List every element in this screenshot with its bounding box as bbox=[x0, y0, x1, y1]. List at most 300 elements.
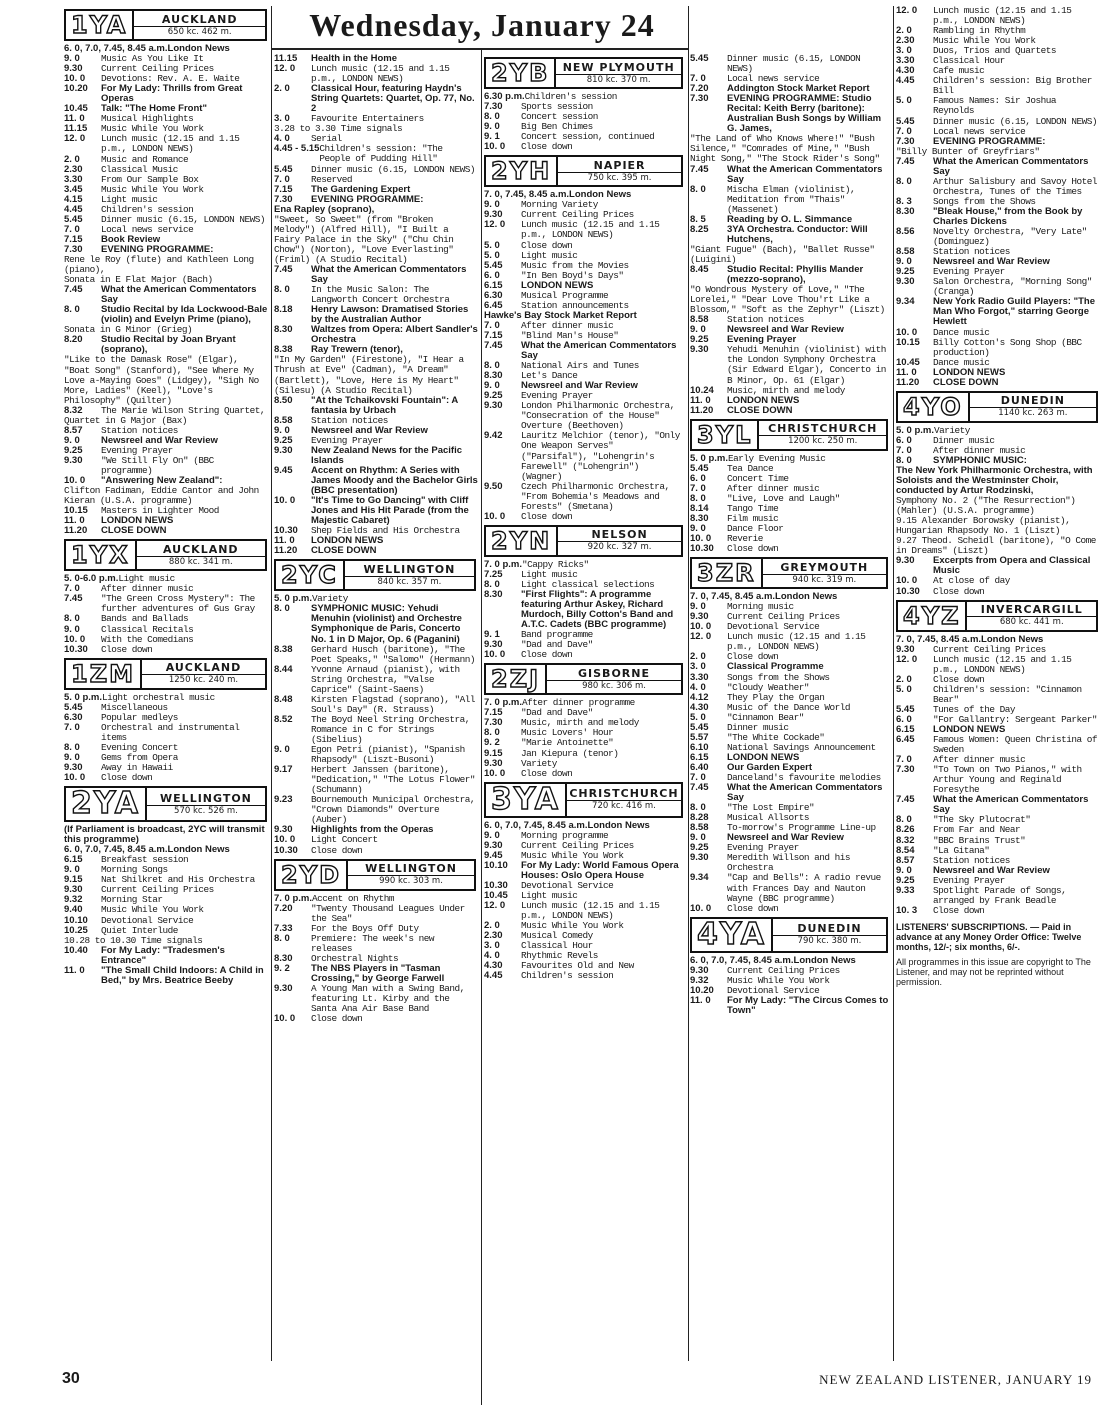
programme-item bbox=[896, 556, 1100, 576]
programme-time: 7.30 bbox=[274, 193, 293, 205]
programme-time: 7.15 bbox=[64, 233, 83, 245]
station-frequency: 680 kc. 441 m. bbox=[999, 617, 1064, 628]
programme-title: Close down bbox=[727, 543, 779, 555]
programme-item bbox=[64, 526, 269, 536]
programme-time: 8. 0 bbox=[484, 727, 500, 739]
programme-title: Musical Programme bbox=[521, 289, 609, 301]
programme-time: 9. 0 bbox=[690, 324, 706, 336]
programme-item bbox=[484, 901, 685, 921]
station-city: WELLINGTON bbox=[348, 862, 474, 876]
programme-item bbox=[274, 165, 478, 175]
programme-time: 9.30 bbox=[690, 611, 709, 623]
programme-title: Newsreel and War Review bbox=[933, 256, 1050, 268]
programme-title: Devotional Service bbox=[727, 621, 820, 633]
programme-title: Masters in Lighter Mood bbox=[101, 505, 219, 517]
programme-time: 6.30 bbox=[484, 289, 503, 301]
programme-time: 7. 0 bbox=[896, 444, 912, 456]
programme-time: 12. 0 bbox=[484, 900, 506, 912]
programme-time: 10. 0 bbox=[484, 767, 506, 779]
programme-time: 9. 0 bbox=[274, 424, 290, 436]
station-info bbox=[763, 559, 886, 587]
programme-time: 9. 0 bbox=[896, 864, 912, 876]
programme-time: 5. 0 bbox=[484, 249, 500, 261]
programme-time: 7.30 bbox=[690, 93, 709, 105]
programme-time: 2. 0 bbox=[896, 673, 912, 685]
programme-time: 10.45 bbox=[484, 890, 508, 901]
programme-title: Close down bbox=[933, 673, 985, 685]
station-frequency: 790 kc. 380 m. bbox=[797, 936, 862, 947]
programme-title: Evening Prayer bbox=[521, 390, 593, 402]
programme-title: Music While You Work bbox=[727, 974, 830, 986]
programme-title: SYMPHONIC MUSIC: bbox=[933, 454, 1027, 466]
programme-time: 9.30 bbox=[274, 824, 293, 836]
programme-title: Egon Petri (pianist), "Spanish Rhapsody" (Liszt-Busoni) bbox=[311, 744, 465, 766]
page-number: 30 bbox=[62, 1370, 80, 1387]
programme-item bbox=[896, 76, 1100, 96]
programme-item bbox=[274, 466, 478, 496]
programme-item bbox=[274, 904, 478, 924]
programme-item bbox=[64, 285, 269, 305]
programme-title: Tunes of the Day bbox=[933, 703, 1016, 715]
programme-time: 5. 0 p.m. bbox=[64, 691, 103, 703]
page-title: Wednesday, January 24 bbox=[309, 7, 655, 43]
programme-title: A Young Man with a Swing Band, featuring Lt. Kirby and the Santa Ana Air Base Band bbox=[311, 982, 465, 1015]
programme-time: 9.30 bbox=[64, 762, 83, 773]
programme-time: 8. 5 bbox=[690, 213, 706, 225]
programme-time: 10. 0 bbox=[484, 141, 506, 153]
programme-time: 9.40 bbox=[64, 904, 83, 916]
programme-item bbox=[484, 220, 685, 240]
programme-time: 9.50 bbox=[484, 480, 503, 492]
station-call-sign: 2YC bbox=[276, 561, 345, 589]
programme-time: 8. 3 bbox=[896, 195, 912, 207]
programme-time: 9.33 bbox=[896, 884, 915, 896]
programme-time: 7. 0 bbox=[484, 319, 500, 331]
programme-item bbox=[690, 632, 890, 652]
programme-title: "It's Time to Go Dancing" with Cliff Jones and His Hit Parade (from the Majestic Cabaret) bbox=[311, 495, 469, 527]
programme-note: "Billy Bunter of Greyfriars" bbox=[896, 145, 1040, 157]
programme-title: Accent on Rhythm: A Series with James Moody and the Bachelor Girls (BBC presentation) bbox=[311, 464, 478, 497]
programme-item bbox=[484, 401, 685, 431]
programme-note: Sonata in G Minor (Grieg) bbox=[64, 324, 193, 336]
programme-item bbox=[64, 905, 269, 915]
programme-time: 6. 0 bbox=[484, 269, 500, 281]
programme-item bbox=[690, 783, 890, 803]
programme-title: "Cap and Bells": A radio revue with Frances Day and Nauton Wayne (BBC programme) bbox=[727, 872, 881, 904]
programme-title: Dinner music bbox=[933, 434, 995, 446]
station-info bbox=[970, 393, 1096, 421]
programme-title: Danceland's favourite melodies bbox=[727, 772, 881, 783]
programme-time: 9.45 bbox=[274, 464, 293, 476]
programme-item bbox=[690, 904, 890, 914]
programme-title: Cafe music bbox=[933, 65, 985, 77]
station-city: DUNEDIN bbox=[970, 394, 1096, 408]
programme-title: Classical Hour, featuring Haydn's String Quartets: Quartet, Op. 77, No. 2 bbox=[311, 83, 475, 115]
programme-title: Close down bbox=[521, 649, 573, 661]
programme-time: 10. 0 bbox=[274, 495, 296, 507]
programme-title: Newsreel and War Review bbox=[521, 380, 638, 392]
programme-time: 8.32 bbox=[896, 834, 915, 846]
programme-title: Music While You Work bbox=[101, 904, 204, 916]
programme-time: 6.30 p.m. bbox=[484, 91, 525, 102]
station-call-sign: 2YB bbox=[486, 59, 556, 87]
programme-item bbox=[274, 265, 478, 285]
programme-time: 8. 0 bbox=[484, 578, 500, 590]
programme-time: 10. 0 bbox=[690, 902, 712, 914]
programme-title: Lunch music (12.15 and 1.15 p.m., LONDON NEWS) bbox=[521, 900, 660, 922]
programme-item bbox=[484, 341, 685, 361]
programme-time: 6.40 bbox=[690, 761, 709, 773]
programme-item bbox=[274, 396, 478, 416]
programme-time: 9. 0 bbox=[64, 434, 80, 446]
column-divider bbox=[271, 6, 272, 1361]
programme-time: 3.45 bbox=[64, 183, 83, 195]
programme-note: "Giant Fugue" (Bach), "Ballet Russe" (Luigini) bbox=[690, 243, 875, 265]
station-header-2yd bbox=[274, 859, 476, 891]
programme-time: 8.25 bbox=[690, 223, 709, 235]
programme-item bbox=[64, 134, 269, 154]
programme-title: Gems from Opera bbox=[101, 751, 178, 763]
programme-time: 9. 0 bbox=[64, 53, 80, 65]
station-frequency: 920 kc. 327 m. bbox=[587, 542, 652, 553]
programme-item bbox=[484, 749, 685, 759]
programme-time: 8.44 bbox=[274, 663, 293, 675]
programme-title: "Answering New Zealand": bbox=[101, 475, 223, 487]
programme-title: National Savings Announcement bbox=[727, 741, 876, 753]
programme-note: Hawke's Bay Stock Market Report bbox=[484, 309, 637, 321]
programme-item bbox=[690, 544, 890, 554]
programme-title: Children's session: "The People of Pudding Hill" bbox=[319, 143, 443, 165]
programme-time: 3.30 bbox=[64, 173, 83, 185]
programme-title: Local news service bbox=[727, 73, 820, 85]
programme-title: Concert Time bbox=[727, 472, 789, 484]
programme-time: 10. 0 bbox=[64, 633, 86, 645]
programme-title: London News bbox=[793, 954, 856, 966]
programme-time: 7.33 bbox=[274, 922, 293, 934]
programme-time: 6.10 bbox=[690, 741, 709, 753]
programme-title: Newsreel and War Review bbox=[933, 864, 1050, 876]
programme-title: Songs from the Shows bbox=[933, 195, 1036, 207]
programme-title: New York Radio Guild Players: "The Man Who Forgot," starring George Hewlett bbox=[933, 296, 1096, 328]
programme-time: 8.57 bbox=[896, 854, 915, 866]
programme-title: London News bbox=[981, 633, 1044, 645]
programme-time: 10.45 bbox=[64, 103, 88, 115]
station-call-sign: 1YX bbox=[66, 541, 137, 569]
programme-time: 5.57 bbox=[690, 731, 709, 743]
programme-time: 6.15 bbox=[484, 279, 503, 291]
programme-title: Station notices bbox=[933, 854, 1010, 866]
programme-title: Current Ceiling Prices bbox=[101, 63, 214, 75]
programme-time: 4.30 bbox=[484, 960, 503, 972]
programme-title: They Play the Organ bbox=[727, 691, 825, 703]
programme-title: Newsreel and War Review bbox=[727, 324, 844, 336]
programme-title: Quiet Interlude bbox=[101, 924, 178, 936]
programme-time: 9. 0 bbox=[64, 623, 80, 635]
programme-time: 8. 0 bbox=[484, 360, 500, 372]
programme-title: Current Ceiling Prices bbox=[521, 839, 634, 851]
programme-time: 8.32 bbox=[64, 404, 83, 416]
programme-item bbox=[690, 345, 890, 385]
station-header-3ya bbox=[484, 782, 683, 818]
station-header-1yx bbox=[64, 539, 267, 571]
programme-title: For the Boys Off Duty bbox=[311, 922, 419, 934]
programme-title: Current Ceiling Prices bbox=[101, 884, 214, 896]
programme-title: Newsreel and War Review bbox=[101, 434, 218, 446]
programme-item bbox=[274, 325, 478, 345]
programme-time: 5.45 bbox=[690, 462, 709, 474]
programme-time: 8.50 bbox=[274, 394, 293, 406]
programme-title: Music and Romance bbox=[101, 153, 189, 165]
programme-time: 11. 0 bbox=[896, 366, 917, 378]
station-header-2yh bbox=[484, 155, 683, 187]
programme-title: Music While You Work bbox=[521, 849, 624, 861]
programme-title: Close down bbox=[521, 510, 573, 522]
programme-time: 7.25 bbox=[484, 568, 503, 580]
programme-time: 6. 0 bbox=[896, 434, 912, 446]
programme-time: 11.15 bbox=[64, 123, 88, 135]
programme-title: Meredith Willson and his Orchestra bbox=[727, 852, 851, 874]
programme-note: Ena Rapley (soprano), bbox=[274, 203, 375, 215]
programme-time: 8.58 bbox=[690, 822, 709, 834]
programme-time: 8.14 bbox=[690, 502, 709, 514]
programme-time: 2. 0 bbox=[690, 651, 706, 663]
programme-title: Excerpts from Opera and Classical Music bbox=[933, 555, 1091, 577]
station-info bbox=[556, 59, 681, 87]
programme-time: 7.45 bbox=[274, 263, 293, 275]
station-city: WELLINGTON bbox=[345, 563, 474, 577]
programme-time: 8.58 bbox=[690, 314, 709, 326]
programme-time: 4.30 bbox=[690, 701, 709, 713]
programme-time: 9. 1 bbox=[484, 629, 500, 641]
programme-item bbox=[64, 305, 269, 325]
station-info bbox=[558, 527, 681, 555]
programme-title: After dinner music bbox=[933, 444, 1026, 456]
programme-item bbox=[690, 225, 890, 245]
programme-time: 8.20 bbox=[64, 334, 83, 346]
station-call-sign: 2ZJ bbox=[486, 665, 547, 693]
programme-title: Variety bbox=[521, 757, 557, 769]
station-frequency: 980 kc. 306 m. bbox=[582, 680, 646, 691]
programme-title: Close down bbox=[727, 651, 779, 663]
programme-time: 5. 0 bbox=[690, 711, 706, 723]
programme-time: 10.20 bbox=[64, 83, 88, 95]
station-city: GISBORNE bbox=[547, 667, 681, 681]
programme-time: 9. 1 bbox=[484, 131, 500, 143]
programme-time: 9. 2 bbox=[274, 962, 290, 974]
programme-title: Morning Songs bbox=[101, 864, 168, 876]
programme-time: 8.48 bbox=[274, 693, 293, 705]
station-call-sign: 2YD bbox=[276, 861, 348, 889]
programme-title: Reverie bbox=[727, 533, 763, 545]
programme-time: 8. 0 bbox=[64, 741, 80, 753]
programme-time: 8.38 bbox=[274, 643, 293, 655]
programme-time: 11.15 bbox=[274, 54, 298, 64]
station-call-sign: 3YL bbox=[692, 421, 759, 449]
programme-title: Lunch music (12.15 and 1.15 p.m., LONDON NEWS) bbox=[933, 6, 1072, 27]
programme-item bbox=[896, 906, 1100, 916]
programme-title: Tea Dance bbox=[727, 462, 774, 474]
programme-title: Dinner music bbox=[727, 721, 789, 733]
programme-time: 9.30 bbox=[64, 884, 83, 896]
programme-item bbox=[896, 157, 1100, 177]
programme-time: 11. 0 bbox=[690, 994, 711, 1006]
programme-time: 9.30 bbox=[484, 209, 503, 221]
programme-title: Waltzes from Opera: Albert Sandler's Orchestra bbox=[311, 324, 478, 346]
programme-title: Studio Recital by Joan Bryant (soprano), bbox=[101, 334, 236, 356]
programme-time: 9.15 bbox=[64, 874, 83, 886]
station-call-sign: 4YZ bbox=[898, 602, 967, 630]
programme-title: Addington Stock Market Report bbox=[727, 83, 870, 95]
programme-title: LONDON NEWS bbox=[933, 366, 1006, 378]
programme-item bbox=[64, 946, 269, 966]
programme-title: With the Comedians bbox=[101, 633, 194, 645]
programme-item bbox=[896, 227, 1100, 247]
station-city: CHRISTCHURCH bbox=[567, 787, 681, 801]
programme-title: "Marie Antoinette" bbox=[521, 737, 614, 749]
programme-item bbox=[484, 431, 685, 481]
programme-title: Favourite Entertainers bbox=[311, 113, 424, 125]
programme-time: 5. 0 bbox=[896, 95, 912, 107]
programme-item bbox=[274, 496, 478, 526]
programme-title: Morning music bbox=[727, 601, 794, 613]
station-frequency: 570 kc. 526 m. bbox=[174, 805, 238, 816]
programme-note: "Sweet, So Sweet" (from "Broken Melody") (Alfred Hill), "I Built a Fairy Palace in the Sky" ("Chu Chin Chow") (Norton), "Love Everlasting" (Friml) (A Studio Recital) bbox=[274, 213, 454, 265]
programme-time: 2.30 bbox=[64, 163, 83, 175]
programme-time: 7. 0 bbox=[64, 583, 80, 595]
programme-item bbox=[896, 378, 1100, 388]
programme-item bbox=[896, 825, 1100, 835]
programme-title: Devotions: Rev. A. E. Waite bbox=[101, 73, 240, 85]
programme-time: 11. 0 bbox=[64, 964, 85, 976]
programme-item bbox=[484, 482, 685, 512]
programme-title: For My Lady: "Tradesmen's Entrance" bbox=[101, 944, 225, 966]
programme-time: 8.38 bbox=[274, 344, 293, 356]
programme-item bbox=[896, 277, 1100, 297]
programme-title: Music, mirth and melody bbox=[521, 717, 639, 729]
programme-title: Music While You Work bbox=[521, 920, 624, 932]
programme-item bbox=[274, 1014, 478, 1024]
station-city: NEW PLYMOUTH bbox=[556, 61, 681, 75]
programme-title: Current Ceiling Prices bbox=[727, 611, 840, 623]
programme-item bbox=[896, 297, 1100, 327]
programme-title: CLOSE DOWN bbox=[101, 525, 167, 537]
programme-title: Sports session bbox=[521, 101, 593, 113]
programme-title: Variety bbox=[934, 424, 970, 436]
programme-title: Musical Comedy bbox=[521, 930, 593, 942]
programme-time: 7. 0 bbox=[690, 772, 706, 783]
programme-item bbox=[64, 885, 269, 895]
programme-time: 7. 0, 7.45, 8.45 a.m. bbox=[690, 591, 776, 603]
programme-title: Billy Cotton's Song Shop (BBC production) bbox=[933, 336, 1082, 358]
programme-title: Morning Star bbox=[101, 894, 163, 906]
programme-title: Musical Highlights bbox=[101, 113, 194, 125]
programme-time: 3.30 bbox=[690, 671, 709, 683]
programme-time: 7. 0, 7.45, 8.45 a.m. bbox=[484, 189, 570, 201]
column-divider bbox=[688, 6, 689, 1361]
publication-line: NEW ZEALAND LISTENER, JANUARY 19 bbox=[819, 1372, 1092, 1387]
programme-title: Dinner music (6.15, LONDON NEWS) bbox=[311, 163, 476, 175]
programme-title: What the American Commentators Say bbox=[727, 163, 883, 185]
programme-title: Accent on Rhythm bbox=[312, 892, 395, 904]
programme-title: Devotional Service bbox=[727, 984, 820, 996]
programme-time: 3. 0 bbox=[484, 940, 500, 952]
programme-item bbox=[896, 685, 1100, 705]
programme-item bbox=[690, 524, 890, 534]
programme-title: "Dad and Dave" bbox=[521, 707, 593, 719]
station-info bbox=[773, 919, 886, 951]
programme-item bbox=[274, 144, 478, 164]
programme-item bbox=[484, 971, 685, 981]
programme-item bbox=[64, 185, 269, 195]
programme-item bbox=[690, 494, 890, 504]
programme-time: 9.30 bbox=[484, 757, 503, 769]
copyright-notice: All programmes in this issue are copyright to The Listener, and may not be reprinted without permission. bbox=[896, 956, 1091, 987]
programme-title: Bands and Ballads bbox=[101, 613, 189, 625]
programme-time: 9. 0 bbox=[484, 199, 500, 211]
programme-title: What the American Commentators Say bbox=[933, 794, 1089, 816]
programme-time: 7.15 bbox=[274, 183, 293, 195]
programme-note: (If Parliament is broadcast, 2YC will transmit this programme) bbox=[64, 824, 265, 846]
programme-title: "The White Cockade" bbox=[727, 731, 825, 743]
programme-time: 8. 0 bbox=[64, 304, 80, 316]
programme-item bbox=[690, 996, 890, 1016]
programme-title: Music of the Dance World bbox=[727, 701, 851, 713]
programme-item bbox=[64, 773, 269, 783]
programme-time: 6.15 bbox=[64, 854, 83, 866]
station-call-sign: 3YA bbox=[486, 784, 567, 816]
programme-item bbox=[896, 338, 1100, 358]
station-city: AUCKLAND bbox=[142, 661, 265, 675]
programme-item bbox=[484, 650, 685, 660]
programme-time: 7. 0, 7.45, 8.45 a.m. bbox=[896, 633, 982, 645]
programme-time: 7.30 bbox=[64, 243, 83, 255]
station-info bbox=[134, 11, 265, 39]
programme-title: In the Music Salon: The Langworth Concert Orchestra bbox=[311, 284, 450, 306]
programme-title: LONDON NEWS bbox=[311, 535, 384, 547]
programme-time: 5.45 bbox=[690, 721, 709, 733]
programme-title: Band programme bbox=[521, 629, 593, 641]
programme-title: London News bbox=[587, 819, 650, 831]
programme-title: Local news service bbox=[101, 223, 194, 235]
programme-item bbox=[274, 665, 478, 695]
programme-title: Evening Prayer bbox=[933, 266, 1005, 278]
programme-title: Children's session: "Cinnamon Bear" bbox=[933, 683, 1082, 705]
programme-time: 8.57 bbox=[64, 424, 83, 436]
programme-time: 10.15 bbox=[896, 336, 920, 348]
programme-time: 10. 3 bbox=[896, 904, 918, 916]
programme-title: Miscellaneous bbox=[101, 701, 168, 713]
programme-item bbox=[690, 713, 890, 723]
programme-time: 9.34 bbox=[690, 872, 709, 884]
programme-title: Morning programme bbox=[521, 829, 609, 841]
programme-note: 9.27 Theod. Scheidl (baritone), "O Come in Dreams" (Liszt) bbox=[896, 535, 1096, 557]
programme-time: 2. 0 bbox=[64, 153, 80, 165]
programme-note: Quartet in G Major (Bax) bbox=[64, 414, 188, 426]
programme-title: Lunch music (12.15 and 1.15 p.m., LONDON NEWS) bbox=[727, 631, 866, 653]
programme-title: For My Lady: "The Circus Comes to Town" bbox=[727, 994, 889, 1016]
programme-title: CLOSE DOWN bbox=[933, 376, 999, 388]
programme-title: Reserved bbox=[311, 173, 353, 185]
programme-item bbox=[896, 735, 1100, 755]
programme-time: 7. 0 p.m. bbox=[484, 697, 523, 709]
station-city: CHRISTCHURCH bbox=[759, 422, 886, 436]
programme-time: 2. 0 bbox=[274, 83, 290, 95]
station-city: GREYMOUTH bbox=[763, 561, 886, 575]
programme-time: 10.30 bbox=[274, 525, 298, 537]
programme-time: 7.20 bbox=[690, 83, 709, 95]
programme-title: Bournemouth Municipal Orchestra, "Crown Diamonds" Overture (Auber) bbox=[311, 794, 476, 826]
programme-title: Musical Allsorts bbox=[727, 812, 810, 824]
